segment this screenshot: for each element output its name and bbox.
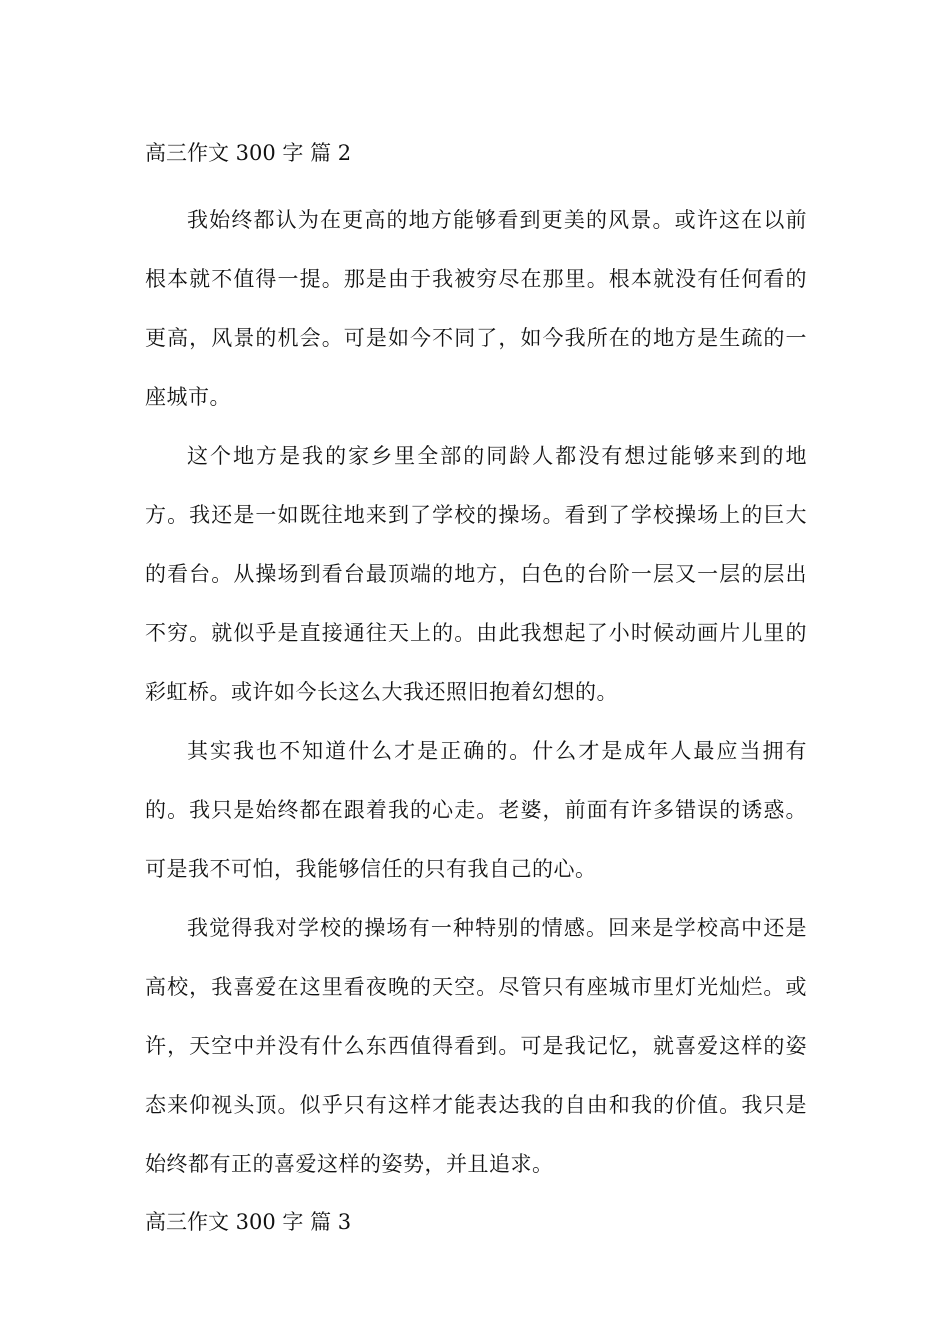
section-heading-3: 高三作文 300 字 篇 3 (145, 1210, 352, 1234)
document-body (145, 131, 807, 1244)
section-heading-2: 高三作文 300 字 篇 2 (145, 141, 352, 165)
paragraph-3: 其实我也不知道什么才是正确的。什么才是成年人最应当拥有的。我只是始终都在跟着我的心走。老婆，前面有许多错误的诱惑。可是我不可怕，我能够信任的只有我自己的心。 (145, 739, 807, 881)
paragraph-1: 我始终都认为在更高的地方能够看到更美的风景。或许这在以前根本就不值得一提。那是由于我被穷尽在那里。根本就没有任何看的更高，风景的机会。可是如今不同了，如今我所在的地方是生疏的一座城市。 (145, 208, 807, 409)
paragraph-2: 这个地方是我的家乡里全部的同龄人都没有想过能够来到的地方。我还是一如既往地来到了学校的操场。看到了学校操场上的巨大的看台。从操场到看台最顶端的地方，白色的台阶一层又一层的层出不穷。就似乎是直接通往天上的。由此我想起了小时候动画片儿里的彩虹桥。或许如今长这么大我还照旧抱着幻想的。 (145, 444, 807, 704)
paragraph-4: 我觉得我对学校的操场有一种特别的情感。回来是学校高中还是高校，我喜爱在这里看夜晚的天空。尽管只有座城市里灯光灿烂。或许，天空中并没有什么东西值得看到。可是我记忆，就喜爱这样的姿态来仰视头顶。似乎只有这样才能表达我的自由和我的价值。我只是始终都有正的喜爱这样的姿势，并且追求。 (145, 916, 807, 1176)
